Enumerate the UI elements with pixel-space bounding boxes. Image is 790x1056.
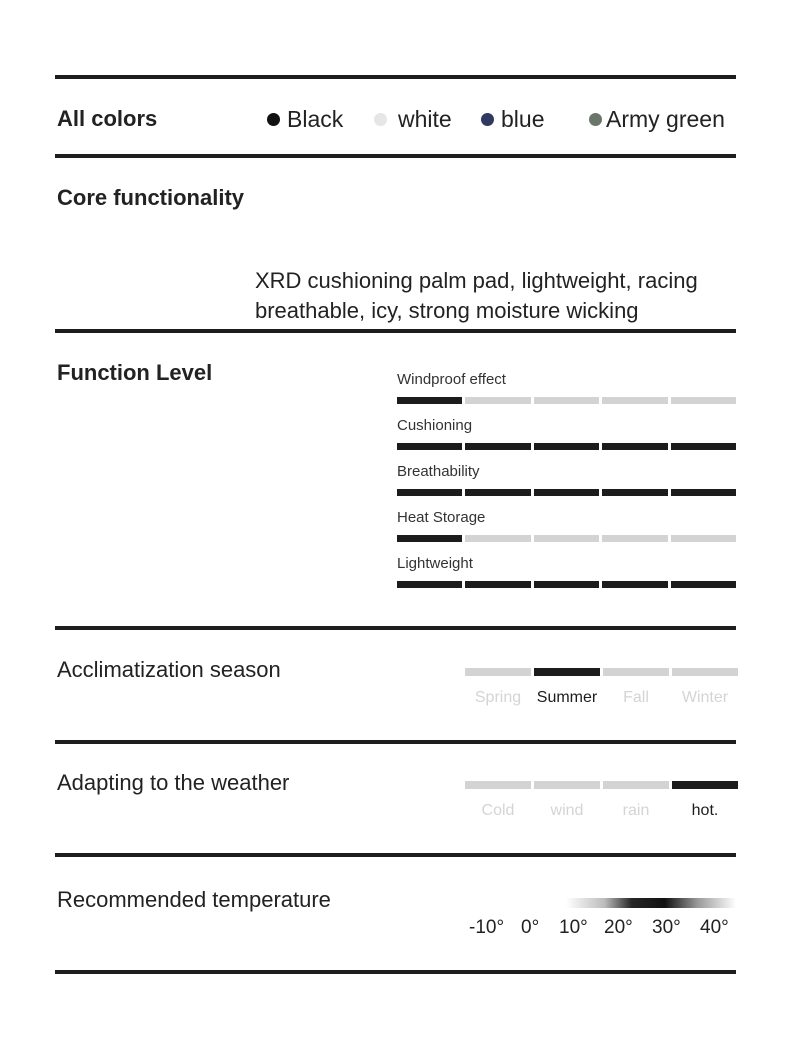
function-level-bar	[397, 535, 736, 542]
function-level-bar	[397, 489, 736, 496]
color-label: white	[398, 105, 452, 132]
scale-segment	[603, 668, 669, 676]
function-item-breathability	[397, 463, 736, 496]
core-description-line: breathable, icy, strong moisture wicking	[255, 298, 639, 323]
level-segment	[602, 443, 667, 450]
level-segment	[465, 397, 530, 404]
level-segment	[671, 489, 736, 496]
function-item-windproof	[397, 371, 736, 404]
scale-option-label: Winter	[681, 689, 729, 706]
color-swatch-icon	[589, 113, 602, 126]
scale-option-label: Cold	[481, 802, 515, 819]
function-item-cushioning	[397, 417, 736, 450]
temperature-tick: -10°	[469, 917, 505, 938]
temperature-tick: 0°	[521, 917, 540, 938]
function-label: Heat Storage	[397, 509, 486, 526]
function-label: Cushioning	[397, 417, 473, 434]
color-option-army-green	[589, 107, 725, 131]
temperature-tick: 40°	[700, 917, 729, 938]
weather-scale-bar	[465, 781, 738, 789]
scale-segment	[534, 781, 600, 789]
scale-segment	[534, 668, 600, 676]
level-segment	[465, 489, 530, 496]
level-segment	[534, 535, 599, 542]
function-label: Windproof effect	[397, 371, 506, 388]
level-segment	[534, 489, 599, 496]
color-swatch-icon	[374, 113, 387, 126]
scale-option-label: rain	[622, 802, 650, 819]
temperature-tick: 20°	[604, 917, 633, 938]
colors-heading: All colors	[57, 106, 158, 131]
color-label: Army green	[606, 105, 725, 132]
level-segment	[397, 535, 462, 542]
temperature-scale-labels	[462, 917, 736, 941]
level-segment	[671, 581, 736, 588]
level-segment	[602, 397, 667, 404]
temperature-heading: Recommended temperature	[57, 887, 331, 912]
function-level-bar	[397, 443, 736, 450]
function-level-bar	[397, 397, 736, 404]
color-swatch-icon	[481, 113, 494, 126]
weather-heading: Adapting to the weather	[57, 770, 290, 795]
divider-bottom	[55, 970, 736, 974]
scale-option-label: Summer	[536, 689, 598, 706]
scale-segment	[672, 781, 738, 789]
level-segment	[534, 581, 599, 588]
function-level-heading: Function Level	[57, 360, 213, 385]
divider-top	[55, 75, 736, 79]
color-option-black	[267, 107, 343, 131]
level-segment	[397, 397, 462, 404]
color-label: blue	[501, 105, 545, 132]
level-segment	[397, 581, 462, 588]
core-description-line: XRD cushioning palm pad, lightweight, racing	[255, 268, 698, 293]
temperature-gradient-bar	[462, 898, 736, 908]
core-heading: Core functionality	[57, 185, 245, 210]
color-option-white	[374, 107, 452, 131]
level-segment	[397, 489, 462, 496]
level-segment	[465, 581, 530, 588]
scale-option-label: Spring	[474, 689, 522, 706]
level-segment	[602, 581, 667, 588]
divider-colors	[55, 154, 736, 158]
function-label: Breathability	[397, 463, 480, 480]
level-segment	[671, 397, 736, 404]
color-swatch-icon	[267, 113, 280, 126]
scale-option-label: Fall	[623, 689, 649, 706]
divider-core	[55, 329, 736, 333]
function-label: Lightweight	[397, 555, 473, 572]
season-heading: Acclimatization season	[57, 657, 281, 682]
function-level-bar	[397, 581, 736, 588]
level-segment	[534, 443, 599, 450]
scale-segment	[603, 781, 669, 789]
level-segment	[602, 489, 667, 496]
season-scale-bar	[465, 668, 738, 676]
divider-weather	[55, 853, 736, 857]
level-segment	[397, 443, 462, 450]
level-segment	[465, 443, 530, 450]
level-segment	[465, 535, 530, 542]
level-segment	[534, 397, 599, 404]
temperature-tick: 30°	[652, 917, 681, 938]
scale-segment	[465, 668, 531, 676]
scale-option-label: hot.	[691, 802, 719, 819]
function-item-heat-storage	[397, 509, 736, 542]
scale-segment	[465, 781, 531, 789]
scale-segment	[672, 668, 738, 676]
season-scale-labels	[465, 689, 738, 707]
level-segment	[671, 443, 736, 450]
divider-function	[55, 626, 736, 630]
weather-scale-labels	[465, 802, 738, 820]
color-option-blue	[481, 107, 544, 131]
core-description	[255, 266, 698, 326]
color-label: Black	[287, 105, 344, 132]
function-item-lightweight	[397, 555, 736, 588]
level-segment	[602, 535, 667, 542]
divider-season	[55, 740, 736, 744]
scale-option-label: wind	[550, 802, 584, 819]
temperature-tick: 10°	[559, 917, 588, 938]
level-segment	[671, 535, 736, 542]
